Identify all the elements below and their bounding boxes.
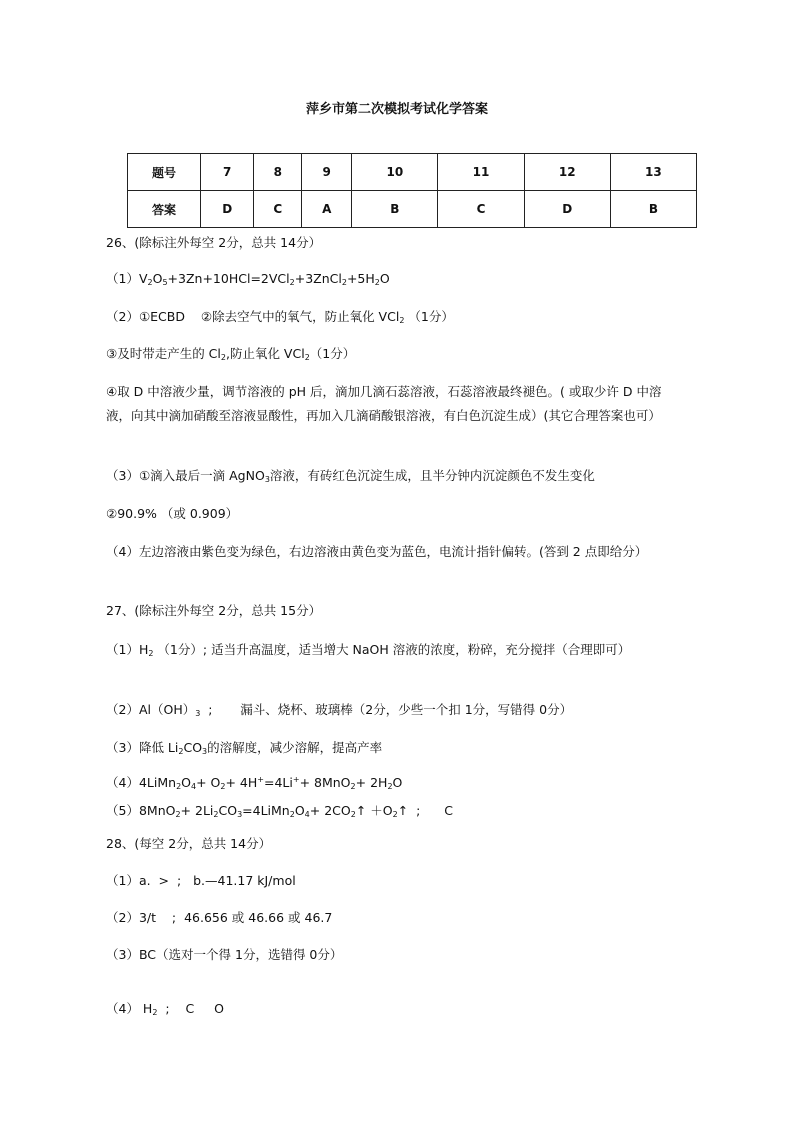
q28-answer-3: （3）BC（选对一个得 1分，选错得 0分） — [106, 947, 343, 962]
q26-answer-6: ②90.9% （或 0.909） — [106, 506, 239, 521]
q28-answer-1: （1）a. > ; b.—41.17 kJ/mol — [106, 873, 296, 888]
text-span: + 8MnO — [299, 775, 351, 790]
subscript: 2 — [220, 353, 226, 362]
q28-answer-4 — [106, 998, 224, 1024]
q26-answer-3 — [106, 343, 355, 369]
subscript: 2 — [387, 782, 393, 791]
text-span: ↑ ; C — [397, 803, 453, 818]
table-cell: D — [201, 191, 254, 228]
subscript: 2 — [152, 1008, 158, 1017]
q27-answer-5 — [106, 800, 453, 826]
text-span: +3ZnCl — [294, 271, 342, 286]
table-cell: D — [524, 191, 610, 228]
text-span: O — [152, 271, 163, 286]
answer-table — [127, 153, 697, 228]
table-cell: 12 — [524, 154, 610, 191]
q27-answer-3 — [106, 737, 382, 763]
text-span: ; 漏斗、烧杯、玻璃棒（2分，少些一个扣 1分，写错得 0分） — [200, 702, 573, 717]
q26-answer-5 — [106, 465, 595, 491]
subscript: 4 — [304, 810, 310, 819]
table-cell: 8 — [254, 154, 302, 191]
text-span: （1）V — [106, 271, 148, 286]
subscript: 3 — [195, 709, 201, 718]
text-span: 溶液，有砖红色沉淀生成，且半分钟内沉淀颜色不发生变化 — [269, 468, 595, 483]
table-cell: A — [302, 191, 352, 228]
text-span: （2）Al（OH） — [106, 702, 196, 717]
text-span: + 2CO — [309, 803, 351, 818]
table-cell: 7 — [201, 154, 254, 191]
text-span: + O — [196, 775, 221, 790]
q27-answer-2 — [106, 699, 572, 725]
q26-answer-7: （4）左边溶液由紫色变为绿色，右边溶液由黄色变为蓝色，电流计指针偏转。(答到 2 点即给分） — [106, 544, 648, 559]
subscript: 3 — [202, 747, 208, 756]
subscript: 2 — [374, 278, 380, 287]
q26-heading: 26、(除标注外每空 2分，总共 14分） — [106, 235, 322, 250]
subscript: 2 — [350, 782, 356, 791]
q28-heading: 28、(每空 2分，总共 14分） — [106, 836, 272, 851]
subscript: 2 — [178, 747, 184, 756]
subscript: 2 — [341, 278, 347, 287]
table-cell: C — [254, 191, 302, 228]
table-row-header: 题号 — [128, 154, 201, 191]
q26-answer-1 — [106, 268, 390, 294]
text-span: （2）①ECBD ②除去空气中的氧气，防止氧化 VCl — [106, 309, 400, 324]
q26-answer-4: ④取 D 中溶液少量，调节溶液的 pH 后，滴加几滴石蕊溶液，石蕊溶液最终褪色。( 或取少许 D 中溶液，向其中滴加硝酸至溶液显酸性，再加入几滴硝酸银溶液，有白色沉淀生成）(其它合理答案也可） — [106, 384, 662, 423]
subscript: 3 — [264, 475, 270, 484]
text-span: +3Zn+10HCl=2VCl — [167, 271, 290, 286]
text-span: ↑ ＋O — [355, 803, 393, 818]
text-span: =4LiMn — [242, 803, 290, 818]
table-row — [128, 154, 697, 191]
table-row — [128, 191, 697, 228]
subscript: 2 — [289, 810, 295, 819]
q28-answer-2: （2）3/t ; 46.656 或 46.66 或 46.7 — [106, 910, 333, 925]
subscript: 2 — [220, 782, 226, 791]
text-span: +5H — [346, 271, 375, 286]
text-span: O — [379, 271, 390, 286]
subscript: 5 — [162, 278, 168, 287]
text-span: =4Li — [264, 775, 293, 790]
subscript: 2 — [304, 353, 310, 362]
table-cell: C — [438, 191, 524, 228]
q27-answer-4 — [106, 769, 402, 798]
table-cell: 9 — [302, 154, 352, 191]
table-cell: B — [610, 191, 696, 228]
subscript: 2 — [399, 316, 405, 325]
text-span: ③及时带走产生的 Cl — [106, 346, 221, 361]
text-span: + 2H — [355, 775, 388, 790]
table-cell: 10 — [352, 154, 438, 191]
table-cell: 13 — [610, 154, 696, 191]
subscript: 4 — [191, 782, 197, 791]
text-span: CO — [183, 740, 203, 755]
subscript: 2 — [175, 810, 181, 819]
subscript: 2 — [350, 810, 356, 819]
table-cell: B — [352, 191, 438, 228]
q27-answer-1 — [106, 638, 686, 666]
subscript: 2 — [147, 278, 153, 287]
superscript: + — [257, 775, 264, 784]
text-span: （1分） — [404, 309, 454, 324]
text-span: （1分） — [309, 346, 356, 361]
subscript: 2 — [289, 278, 295, 287]
subscript: 2 — [392, 810, 398, 819]
text-span: （1分）; 适当升高温度，适当增大 NaOH 溶液的浓度，粉碎，充分搅拌（合理即可） — [153, 642, 631, 657]
text-span: （3）①滴入最后一滴 AgNO — [106, 468, 265, 483]
text-span: + 2Li — [180, 803, 214, 818]
superscript: + — [292, 775, 300, 784]
text-span: （3）降低 Li — [106, 740, 179, 755]
text-span: ; C O — [157, 1001, 224, 1016]
subscript: 3 — [237, 810, 243, 819]
page-title: 萍乡市第二次模拟考试化学答案 — [305, 102, 488, 117]
text-span: （4）4LiMn — [106, 775, 177, 790]
text-span: O — [181, 775, 191, 790]
text-span: O — [392, 775, 403, 790]
q27-heading: 27、(除标注外每空 2分，总共 15分） — [106, 603, 322, 618]
text-span: （5）8MnO — [106, 803, 176, 818]
text-span: ,防止氧化 VCl — [225, 346, 305, 361]
text-span: （4） H — [106, 1001, 153, 1016]
q26-answer-2 — [106, 306, 454, 332]
text-span: O — [294, 803, 305, 818]
text-span: CO — [218, 803, 238, 818]
text-span: + 4H — [225, 775, 258, 790]
text-span: （1）H — [106, 642, 149, 657]
table-cell: 11 — [438, 154, 524, 191]
text-span: 的溶解度，减少溶解，提高产率 — [207, 740, 383, 755]
table-row-header: 答案 — [128, 191, 201, 228]
subscript: 2 — [213, 810, 219, 819]
subscript: 2 — [148, 649, 154, 658]
subscript: 2 — [176, 782, 182, 791]
